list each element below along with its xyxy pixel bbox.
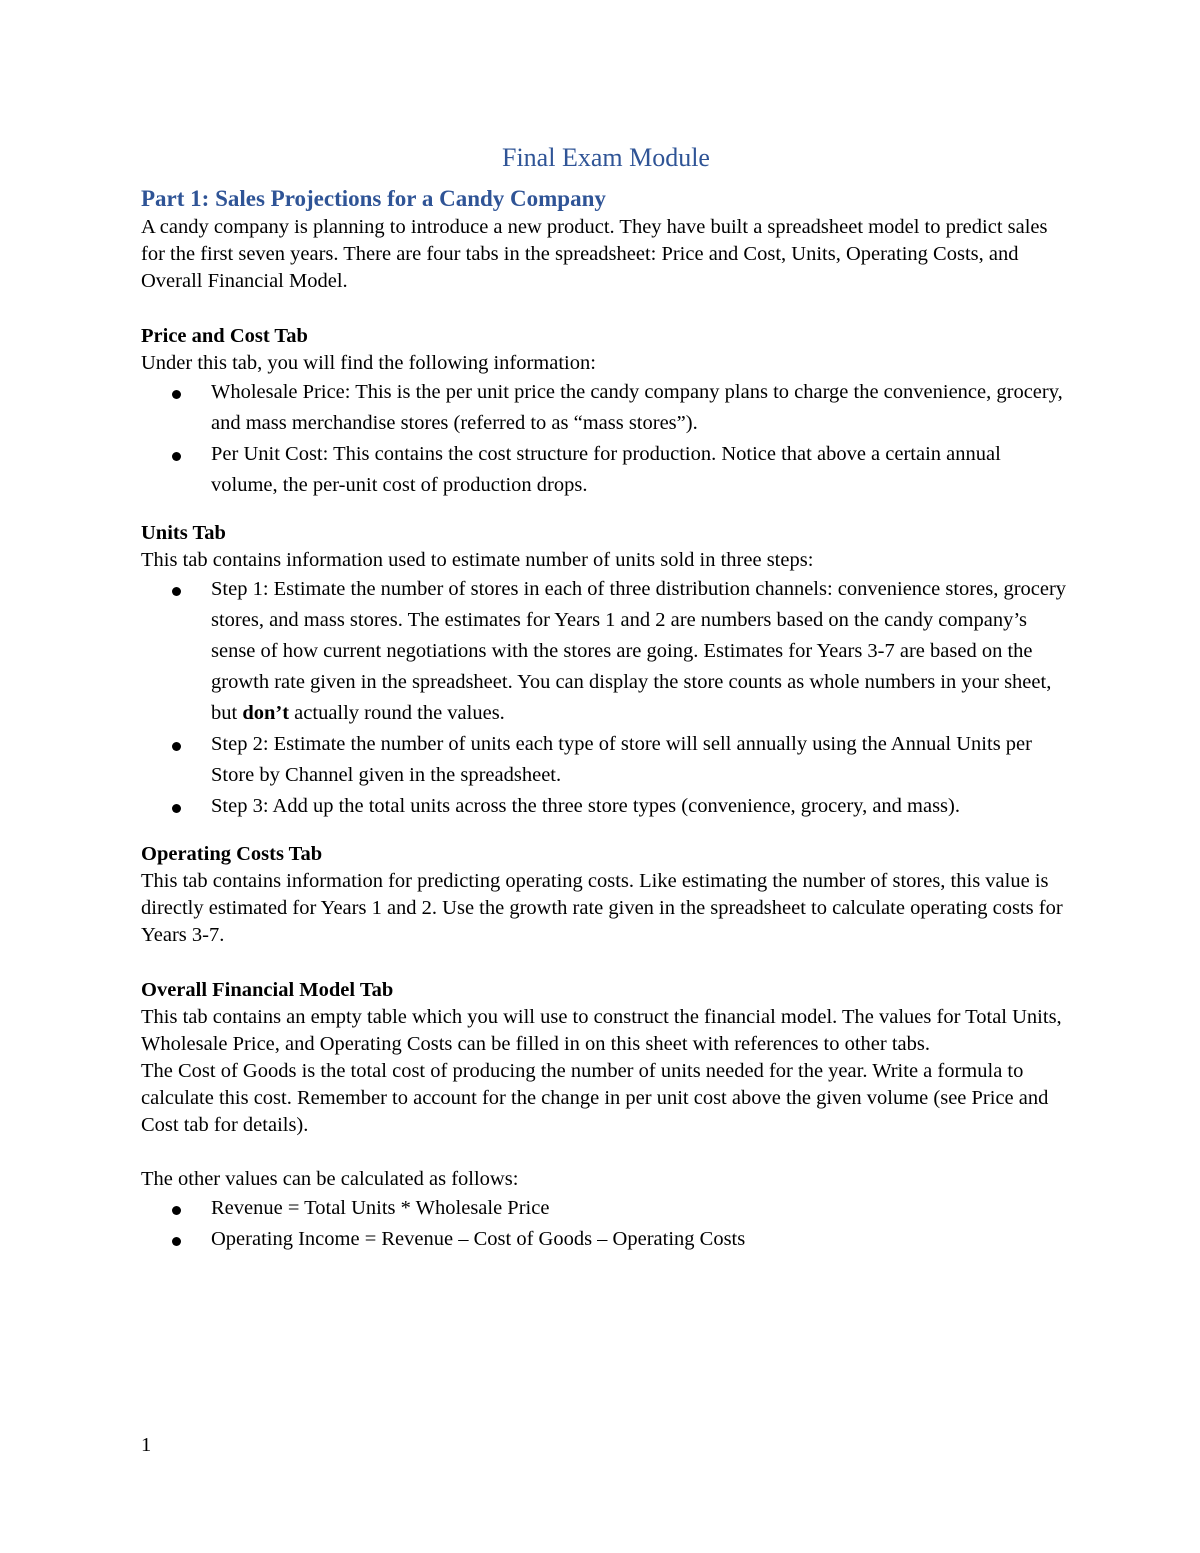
page-number: 1 (141, 1434, 152, 1456)
units-heading: Units Tab (141, 522, 226, 544)
list-item: Operating Income = Revenue – Cost of Goods – Operating Costs (141, 1224, 1071, 1255)
units-intro: This tab contains information used to estimate number of units sold in three steps: (141, 549, 814, 571)
list-item: Wholesale Price: This is the per unit price the candy company plans to charge the convenience, grocery, and mass merchandise stores (referred to as “mass stores”). (141, 377, 1071, 439)
bullet-icon (172, 390, 181, 399)
bullet-icon (172, 452, 181, 461)
list-item: Step 3: Add up the total units across the three store types (convenience, grocery, and mass). (141, 791, 1071, 822)
other-values-intro: The other values can be calculated as follows: (141, 1168, 519, 1190)
emphasis-text: don’t (242, 702, 290, 724)
operating-costs-heading: Operating Costs Tab (141, 843, 323, 865)
document-title: Final Exam Module (502, 143, 710, 172)
price-cost-list (141, 377, 1071, 501)
overall-model-text: This tab contains an empty table which you will use to construct the financial model. The values for Total Units, Wholesale Price, and Operating Costs can be filled in on this sheet with references to other tabs. (141, 1006, 1062, 1055)
part1-intro: A candy company is planning to introduce a new product. They have built a spreadsheet model to predict sales for the first seven years. There are four tabs in the spreadsheet: Price and Cost, Units, Operating Costs, and Overall Financial Model. (141, 216, 1048, 292)
page-content (141, 140, 1071, 1255)
list-item: Step 2: Estimate the number of units each type of store will sell annually using the Annual Units per Store by Channel given in the spreadsheet. (141, 729, 1071, 791)
bullet-icon (172, 1206, 181, 1215)
part1-heading: Part 1: Sales Projections for a Candy Company (141, 186, 606, 211)
price-cost-heading: Price and Cost Tab (141, 325, 308, 347)
list-item: Per Unit Cost: This contains the cost structure for production. Notice that above a certain annual volume, the per-unit cost of production drops. (141, 439, 1071, 501)
bullet-icon (172, 804, 181, 813)
list-item: Revenue = Total Units * Wholesale Price (141, 1193, 1071, 1224)
units-list (141, 574, 1071, 822)
list-item: Step 1: Estimate the number of stores in each of three distribution channels: convenience stores, grocery stores, and mass stores. The estimates for Years 1 and 2 are numbers based on the candy company’s sense of how current negotiations with the stores are going. Estimates for Years 3-7 are based on the growth rate given in the spreadsheet. You can display the store counts as whole numbers in your sheet, but don’t actually round the values. (141, 574, 1071, 729)
formulas-list (141, 1193, 1071, 1255)
cost-of-goods-text: The Cost of Goods is the total cost of producing the number of units needed for the year. Write a formula to calculate this cost. Remember to account for the change in per unit cost above the given volume (see Price and Cost tab for details). (141, 1060, 1049, 1136)
overall-model-heading: Overall Financial Model Tab (141, 979, 394, 1001)
bullet-icon (172, 1237, 181, 1246)
operating-costs-text: This tab contains information for predicting operating costs. Like estimating the number of stores, this value is directly estimated for Years 1 and 2. Use the growth rate given in the spreadsheet to calculate operating costs for Years 3-7. (141, 870, 1063, 946)
price-cost-intro: Under this tab, you will find the following information: (141, 352, 596, 374)
bullet-icon (172, 587, 181, 596)
bullet-icon (172, 742, 181, 751)
